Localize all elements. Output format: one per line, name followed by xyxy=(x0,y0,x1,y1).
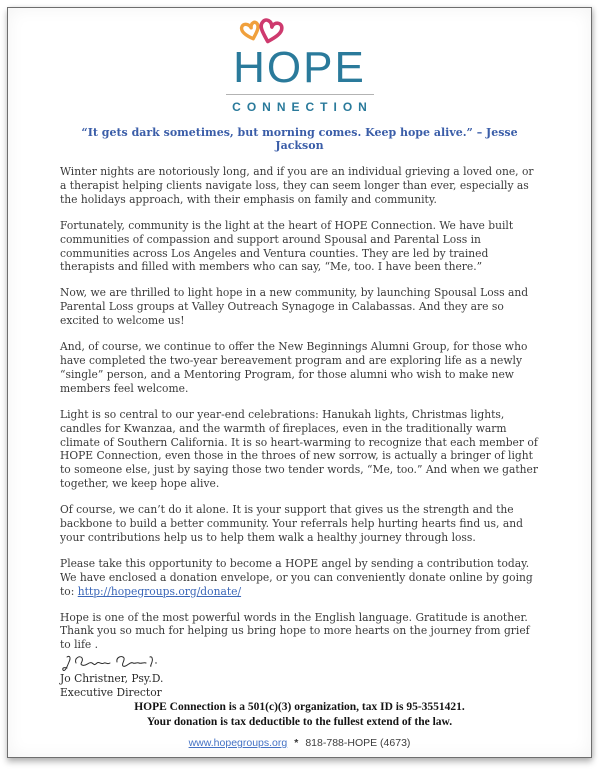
signature-block xyxy=(60,653,539,699)
logo-divider xyxy=(226,94,374,95)
logo-subtitle: CONNECTION xyxy=(232,100,373,114)
tax-id-line: HOPE Connection is a 501(c)(3) organization, tax ID is 95-3551421. xyxy=(134,701,465,713)
paragraph-new-community: Now, we are thrilled to light hope in a new community, by launching Spousal Loss and Parental Loss groups at Valley Outreach Synagoge in Calabassas. And they are so excited to welcome us! xyxy=(60,286,529,328)
hearts-icon xyxy=(238,18,294,58)
letter-page xyxy=(7,7,592,758)
paragraph-donate xyxy=(60,557,539,599)
footer-legal xyxy=(8,700,591,730)
paragraph-alumni: And, of course, we continue to offer the New Beginnings Alumni Group, for those who have completed the two-year bereavement program and are exploring life as a newly “single” person, and a Mentoring Program, for those alumni who wish to make new members feel welcome. xyxy=(60,340,528,395)
paragraph-support: Of course, we can’t do it alone. It is your support that gives us the strength and the backbone to build a better community. Your referrals help hurting hearts find us, and your contributions help us to help them walk a healthy journey through loss. xyxy=(60,503,523,544)
footer-separator: * xyxy=(294,737,299,749)
paragraph-community: Fortunately, community is the light at the heart of HOPE Connection. We have built communities of compassion and support around Spousal and Parental Loss in communities across Los Angeles and Ventura counties. They are led by trained therapists and filled with members who can say, “Me, too. I have been there.” xyxy=(60,218,514,274)
logo xyxy=(60,18,539,115)
signatory-name: Jo Christner, Psy.D. xyxy=(60,672,164,686)
paragraph-closing: Hope is one of the most powerful words in the English language. Gratitude is another. Thank you so much for helping us bring hope to more hearts on the journey from grief to life . xyxy=(60,610,530,652)
signature-image xyxy=(60,653,164,674)
paragraph-light: Light is so central to our year-end celebrations: Hanukah lights, Christmas lights, candles for Kwanzaa, and the warmth of fireplaces, even in the traditionally warm climate of Southern California. It is so heart-warming to recognize that each member of HOPE Connection, even those in the throes of new sorrow, is actually a bringer of light to someone else, just by saying those two tender words, “Me, too.” And when we gather together, we keep hope alive. xyxy=(60,407,538,491)
paragraph-winter: Winter nights are notoriously long, and if you are an individual grieving a loved one, or a therapist helping clients navigate loss, they can seem longer than ever, especially as the holidays approach, with their emphasis on family and community. xyxy=(60,165,534,206)
website-link[interactable]: www.hopegroups.org xyxy=(188,737,288,749)
letter-body xyxy=(60,165,539,652)
deductible-line: Your donation is tax deductible to the fullest extend of the law. xyxy=(146,716,453,728)
paragraph-donate-text: Please take this opportunity to become a HOPE angel by sending a contribution today. We have enclosed a donation envelope, or you can conveniently donate online by going to: xyxy=(60,556,533,598)
logo-wordmark: HOPE xyxy=(233,43,366,92)
donate-link[interactable]: http://hopegroups.org/donate/ xyxy=(77,584,242,598)
footer-phone: 818-788-HOPE (4673) xyxy=(305,737,411,749)
signatory-title: Executive Director xyxy=(60,685,162,699)
logo-inner xyxy=(226,18,374,114)
quote-line: “It gets dark sometimes, but morning comes. Keep hope alive.” – Jesse Jackson xyxy=(81,126,518,152)
footer-contact xyxy=(8,737,591,749)
